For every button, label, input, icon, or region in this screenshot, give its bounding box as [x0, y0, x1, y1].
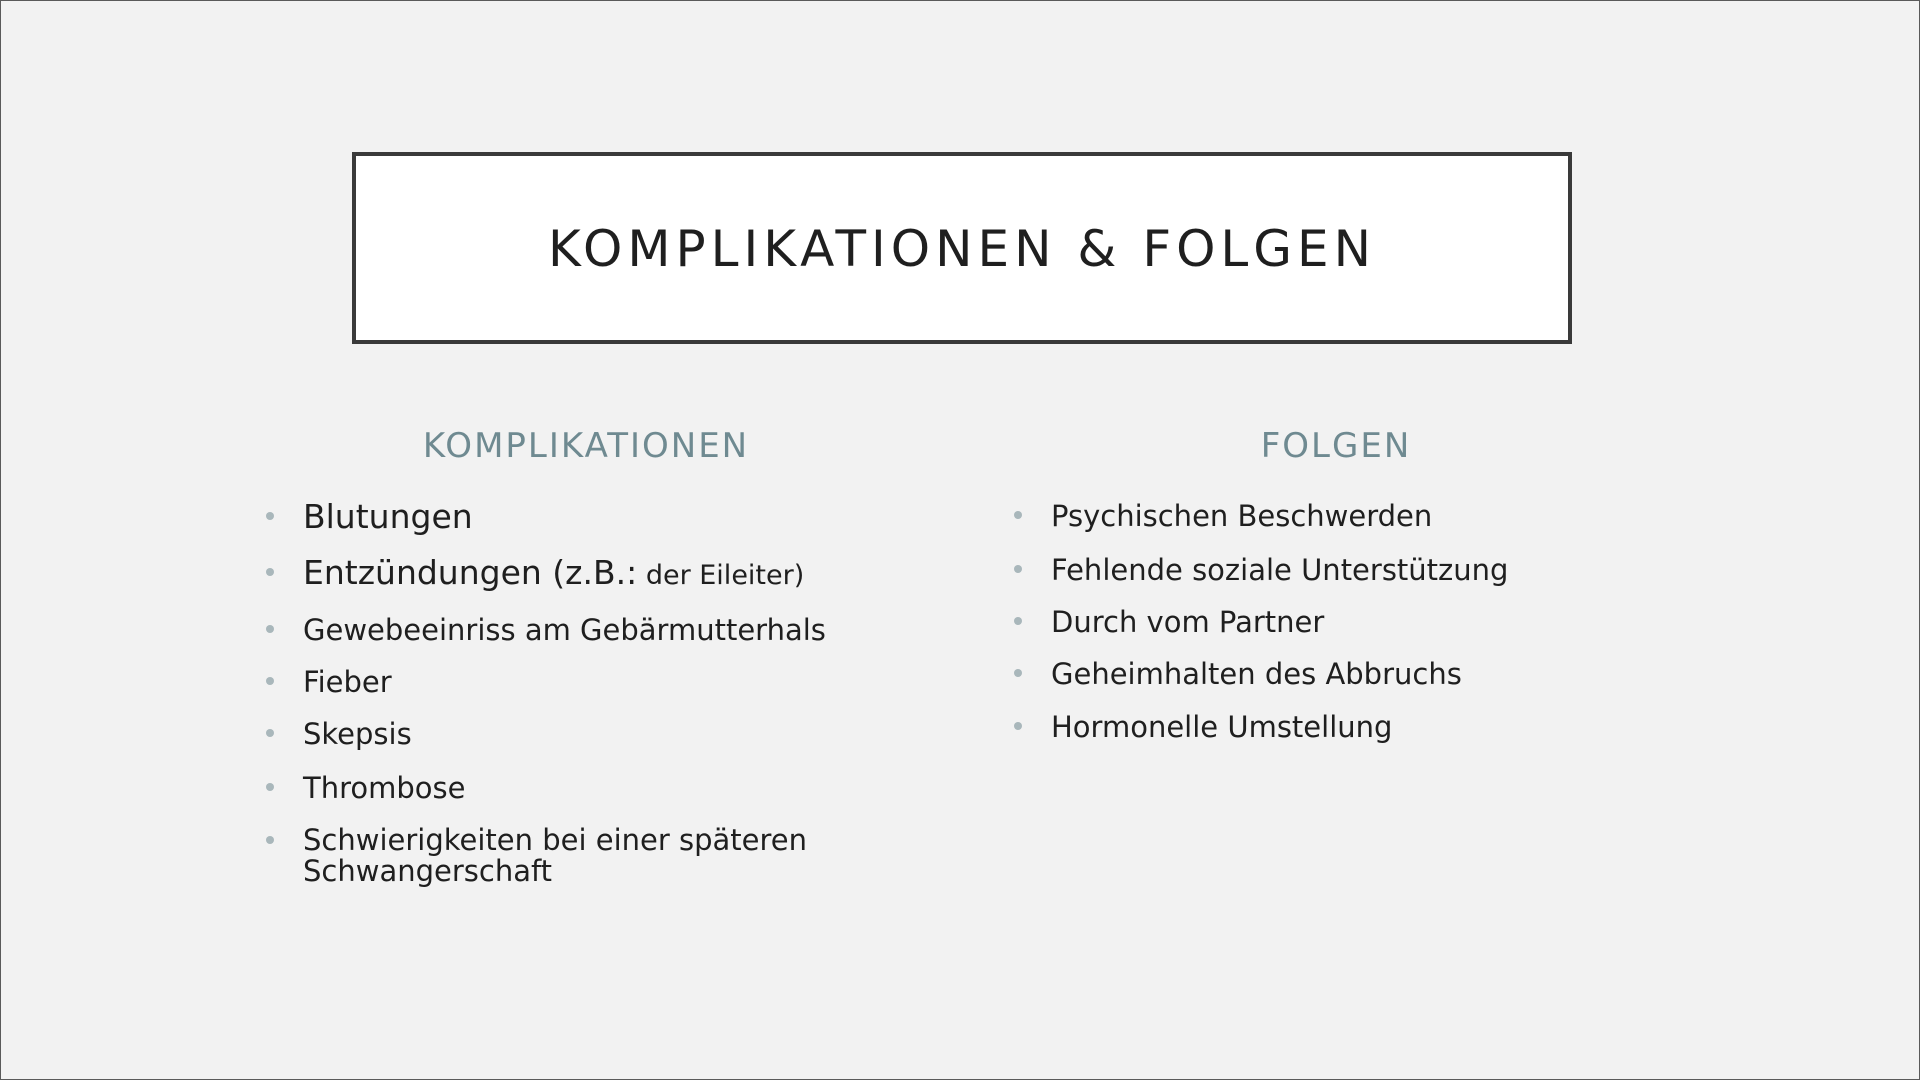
bullet-icon	[266, 568, 274, 576]
slide-title: KOMPLIKATIONEN & FOLGEN	[547, 220, 1377, 278]
list-item-text: Blutungen	[303, 497, 473, 536]
bullet-icon	[266, 677, 274, 685]
list-item-text: Psychischen Beschwerden	[1051, 499, 1433, 533]
bullet-icon	[266, 729, 274, 737]
list-item-text: Thrombose	[303, 771, 466, 805]
list-item-text: Fehlende soziale Unterstützung	[1051, 553, 1509, 587]
list-item-text: Gewebeeinriss am Gebärmutterhals	[303, 613, 826, 647]
list-item-text: Hormonelle Umstellung	[1051, 710, 1393, 744]
list-item-text: Entzündungen (z.B.:	[303, 553, 638, 592]
bullet-icon	[266, 512, 274, 520]
list-item-text: Schwierigkeiten bei einer späteren Schwangerschaft	[303, 823, 808, 888]
list-item-text: Geheimhalten des Abbruchs	[1051, 657, 1462, 691]
list-item-text: Fieber	[303, 665, 392, 699]
bullet-icon	[266, 625, 274, 633]
bullet-icon	[266, 783, 274, 791]
bullet-icon	[1014, 617, 1022, 625]
bullet-icon	[1014, 722, 1022, 730]
bullet-icon	[1014, 669, 1022, 677]
list-item-suffix: der Eileiter)	[637, 560, 805, 591]
list-item-text: Durch vom Partner	[1051, 605, 1325, 639]
bullet-icon	[1014, 511, 1022, 519]
bullet-icon	[266, 836, 274, 844]
list-item-text: Skepsis	[303, 717, 412, 751]
title-box	[352, 152, 1572, 344]
complications-heading: KOMPLIKATIONEN	[422, 426, 750, 466]
bullet-icon	[1014, 565, 1022, 573]
consequences-heading: FOLGEN	[1260, 426, 1412, 466]
